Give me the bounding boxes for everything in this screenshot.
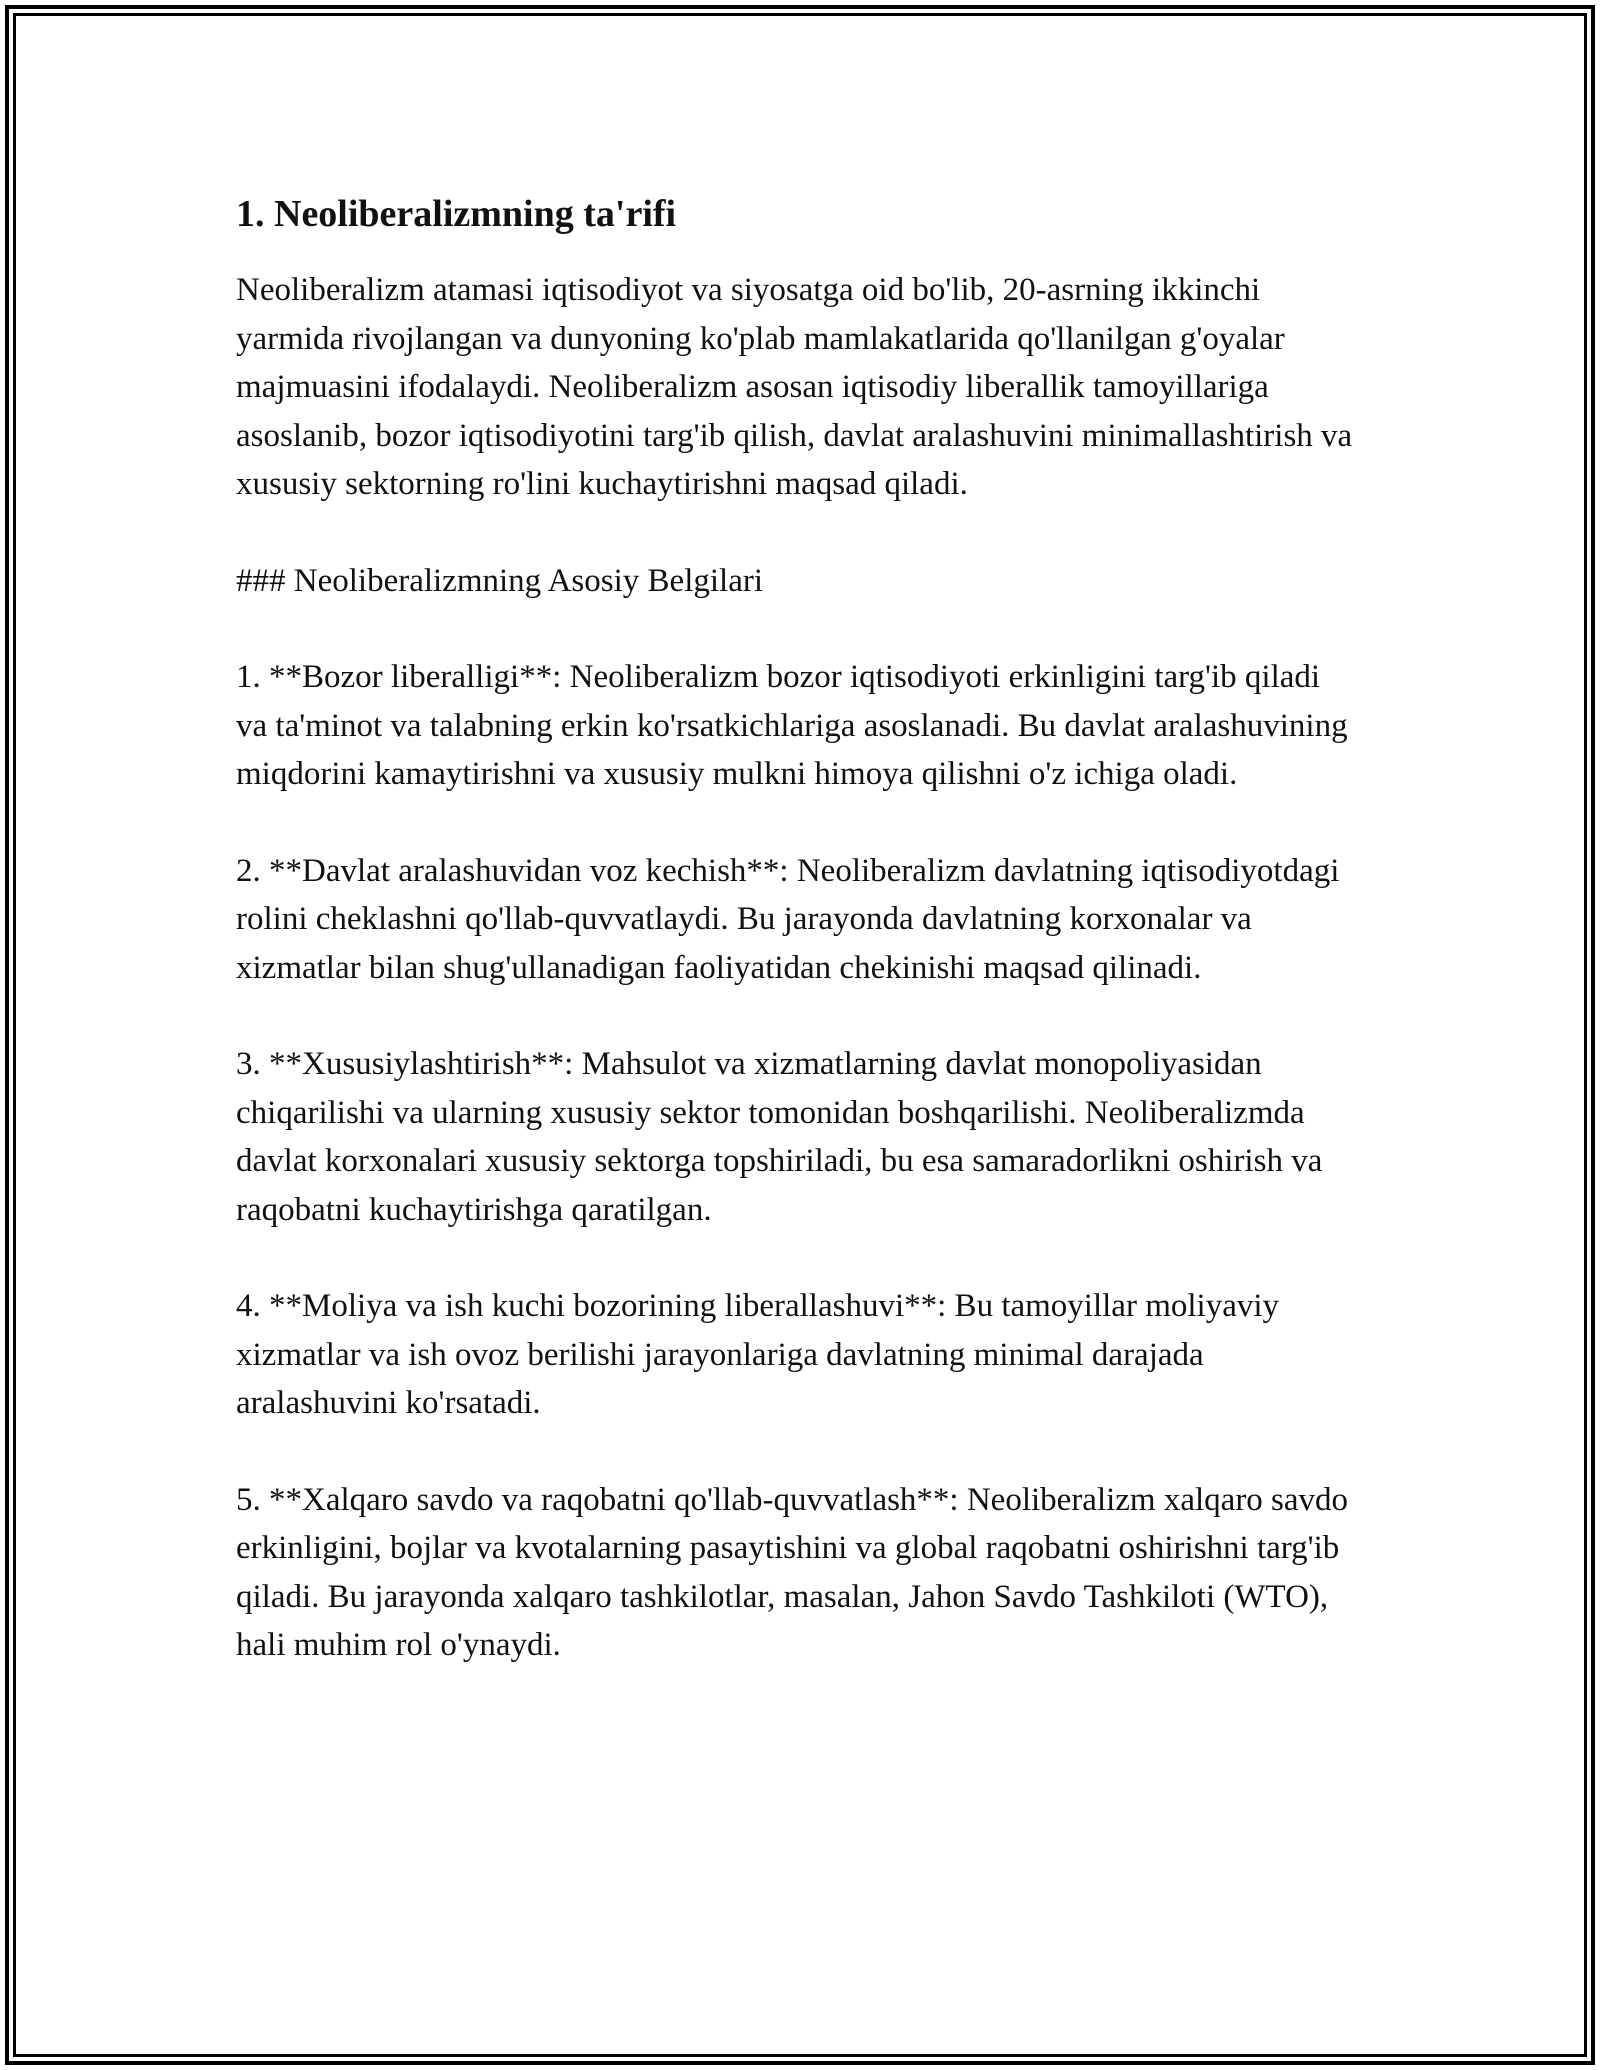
subheading-line: ### Neoliberalizmning Asosiy Belgilari (236, 562, 764, 599)
list-item-bozor-liberalligi: 1. **Bozor liberalligi**: Neoliberalizm bozor iqtisodiyoti erkinligini targ'ib qiladi va ta'minot va talabning erkin ko'rsatkichlariga asoslanadi. Bu davlat aralashuvining miqdorini kamaytirishni va xususiy mulkni himoya qilishni o'z ichiga oladi. (236, 659, 1348, 792)
section-heading: 1. Neoliberalizmning ta'rifi (236, 193, 677, 235)
intro-paragraph: Neoliberalizm atamasi iqtisodiyot va siyosatga oid bo'lib, 20-asrning ikkinchi yarmida rivojlangan va dunyoning ko'plab mamlakatlarida qo'llanilgan g'oyalar majmuasini ifodalaydi. Neoliberalizm asosan iqtisodiy liberallik tamoyillariga asoslanib, bozor iqtisodiyotini targ'ib qilish, davlat aralashuvini minimallashtirish va xususiy sektorning ro'lini kuchaytirishni maqsad qiladi. (236, 272, 1353, 502)
document-body (236, 186, 1356, 1718)
list-item-davlat-aralashuvi: 2. **Davlat aralashuvidan voz kechish**: Neoliberalizm davlatning iqtisodiyotdagi rolini cheklashni qo'llab-quvvatlaydi. Bu jarayonda davlatning korxonalar va xizmatlar bilan shug'ullanadigan faoliyatidan chekinishi maqsad qilinadi. (236, 852, 1340, 986)
list-item-xususiylashtirish: 3. **Xususiylashtirish**: Mahsulot va xizmatlarning davlat monopoliyasidan chiqarilishi va ularning xususiy sektor tomonidan boshqarilishi. Neoliberalizmda davlat korxonalari xususiy sektorga topshiriladi, bu esa samaradorlikni oshirish va raqobatni kuchaytirishga qaratilgan. (236, 1046, 1323, 1228)
list-item-moliya-liberallashuvi: 4. **Moliya va ish kuchi bozorining liberallashuvi**: Bu tamoyillar moliyaviy xizmatlar va ish ovoz berilishi jarayonlariga davlatning minimal darajada aralashuvini ko'rsatadi. (236, 1288, 1280, 1421)
list-item-xalqaro-savdo: 5. **Xalqaro savdo va raqobatni qo'llab-quvvatlash**: Neoliberalizm xalqaro savdo erkinligini, bojlar va kvotalarning pasaytishini va global raqobatni oshirishni targ'ib qiladi. Bu jarayonda xalqaro tashkilotlar, masalan, Jahon Savdo Tashkiloti (WTO), hali muhim rol o'ynaydi. (236, 1481, 1349, 1663)
